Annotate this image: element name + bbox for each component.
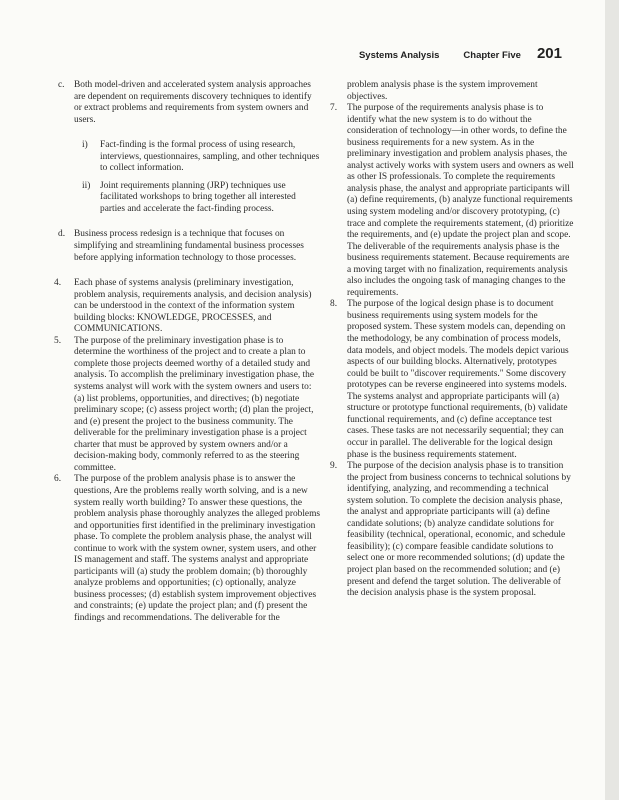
list-item-8 xyxy=(330,299,574,461)
list-item-text: Joint requirements planning (JRP) techniques use facilitated workshops to bring together all interested parties and accelerate the fact-finding process. xyxy=(100,180,296,214)
page-number: 201 xyxy=(536,45,562,62)
right-column xyxy=(330,80,574,600)
list-item-5 xyxy=(56,336,321,475)
list-item-text: The purpose of the decision analysis phase is to transition the project from business concerns to technical solutions by identifying, analyzing, and recommending a technical system solution. To complete the decision analysis phase, the analyst and appropriate participants will (a) define candidate solutions; (b) analyze candidate solutions for feasibility (technical, operational, economic, and schedule feasibility); (c) compare feasible candidate solutions to select one or more recommended solutions; (d) update the project plan based on the recommended solution; and (e) present and defend the target solution. The deliverable of the decision analysis phase is the system proposal. xyxy=(347,461,571,599)
list-item-text: Both model-driven and accelerated system analysis approaches are dependent on requirements discovery techniques to identify or extract problems and requirements from system owners and users. xyxy=(74,80,312,125)
running-header xyxy=(359,45,562,62)
list-item-text: Each phase of systems analysis (preliminary investigation, problem analysis, requirements analysis, and decision analysis) can be understood in the context of the information system building blocks: KNOWLEDGE, PROCESSES, and COMMUNICATIONS. xyxy=(74,278,312,335)
list-item-d xyxy=(56,229,321,264)
list-item-text: The purpose of the logical design phase is to document business requirements using system models for the proposed system. These system models can, depending on the methodology, be any combination of process models, data models, and object models. The models depict various aspects of our building blocks. Alternatively, prototypes could be built to "discover requirements." Some discovery prototypes can be reverse engineered into systems models. The systems analyst and appropriate participants will (a) structure or prototype functional requirements, (b) validate functional requirements, and (c) define acceptance test cases. These tasks are not necessarily sequential; they can occur in parallel. The deliverable for the logical design phase is the business requirements statement. xyxy=(347,299,569,460)
list-item-9 xyxy=(330,461,574,600)
list-marker: d. xyxy=(58,229,66,240)
list-item-6-continued xyxy=(333,80,574,103)
list-item-c-i xyxy=(56,140,321,175)
list-marker: 9. xyxy=(330,461,338,472)
list-item-text: Business process redesign is a technique that focuses on simplifying and streamlining fundamental business processes before applying information technology to those processes. xyxy=(74,229,304,263)
chapter-label: Chapter Five xyxy=(463,50,521,61)
left-column xyxy=(56,80,321,625)
list-marker: 7. xyxy=(330,103,338,114)
book-title: Systems Analysis xyxy=(358,50,440,61)
list-item-4 xyxy=(56,278,321,336)
list-item-c xyxy=(56,80,321,126)
list-marker: 8. xyxy=(330,299,338,310)
list-item-text: Fact-finding is the formal process of using research, interviews, questionnaires, sampling, and other techniques to collect information. xyxy=(100,140,320,174)
list-item-text: The purpose of the requirements analysis phase is to identify what the new system is to do without the consideration of technology—in other words, to define the business requirements for a new system. As in the preliminary investigation and problem analysis phases, the analyst actively works with system users and owners as well as other IS professionals. To complete the requirements analysis phase, the analyst and appropriate participants will (a) define requirements, (b) analyze functional requirements using system modeling and/or discovery prototyping, (c) trace and complete the requirements statement, (d) prioritize the requirements, and (e) update the project plan and scope. The deliverable of the requirements analysis phase is the business requirements statement. Because requirements are a moving target with no finalization, requirements analysis also includes the ongoing task of managing changes to the requirements. xyxy=(347,103,574,298)
list-item-text: The purpose of the problem analysis phase is to answer the questions, Are the problems really worth solving, and is a new system really worth building? To answer these questions, the problem analysis phase thoroughly analyzes the alleged problems and opportunities first identified in the preliminary investigation phase. To complete the problem analysis phase, the analyst will continue to work with the system owner, system users, and other IS management and staff. The systems analyst and appropriate participants will (a) study the problem domain; (b) thoroughly analyze problems and opportunities; (c) optionally, analyze business processes; (d) establish system improvement objectives and constraints; (e) update the project plan; and (f) present the findings and recommendations. The deliverable for the xyxy=(74,474,321,623)
list-marker: 6. xyxy=(54,474,62,485)
list-marker: i) xyxy=(82,140,88,151)
page-edge xyxy=(605,0,619,800)
list-item-text: The purpose of the preliminary investigation phase is to determine the worthiness of the project and to create a plan to complete those projects deemed worthy of a detailed study and analysis. To accomplish the preliminary investigation phase, the systems analyst will work with the system owners and users to: (a) list problems, opportunities, and directives; (b) negotiate preliminary scope; (c) assess project worth; (d) plan the project, and (e) present the project to the business community. The deliverable for the preliminary investigation phase is a project charter that must be approved by system owners and/or a decision-making body, commonly referred to as the steering committee. xyxy=(74,335,314,473)
list-item-6 xyxy=(56,474,321,624)
list-marker: c. xyxy=(58,80,65,90)
list-item-text: problem analysis phase is the system improvement objectives. xyxy=(347,80,538,102)
list-marker: 4. xyxy=(54,278,62,289)
list-marker: ii) xyxy=(82,180,91,191)
list-marker: 5. xyxy=(54,335,62,346)
list-item-c-ii xyxy=(56,181,321,216)
list-item-7 xyxy=(330,103,574,299)
